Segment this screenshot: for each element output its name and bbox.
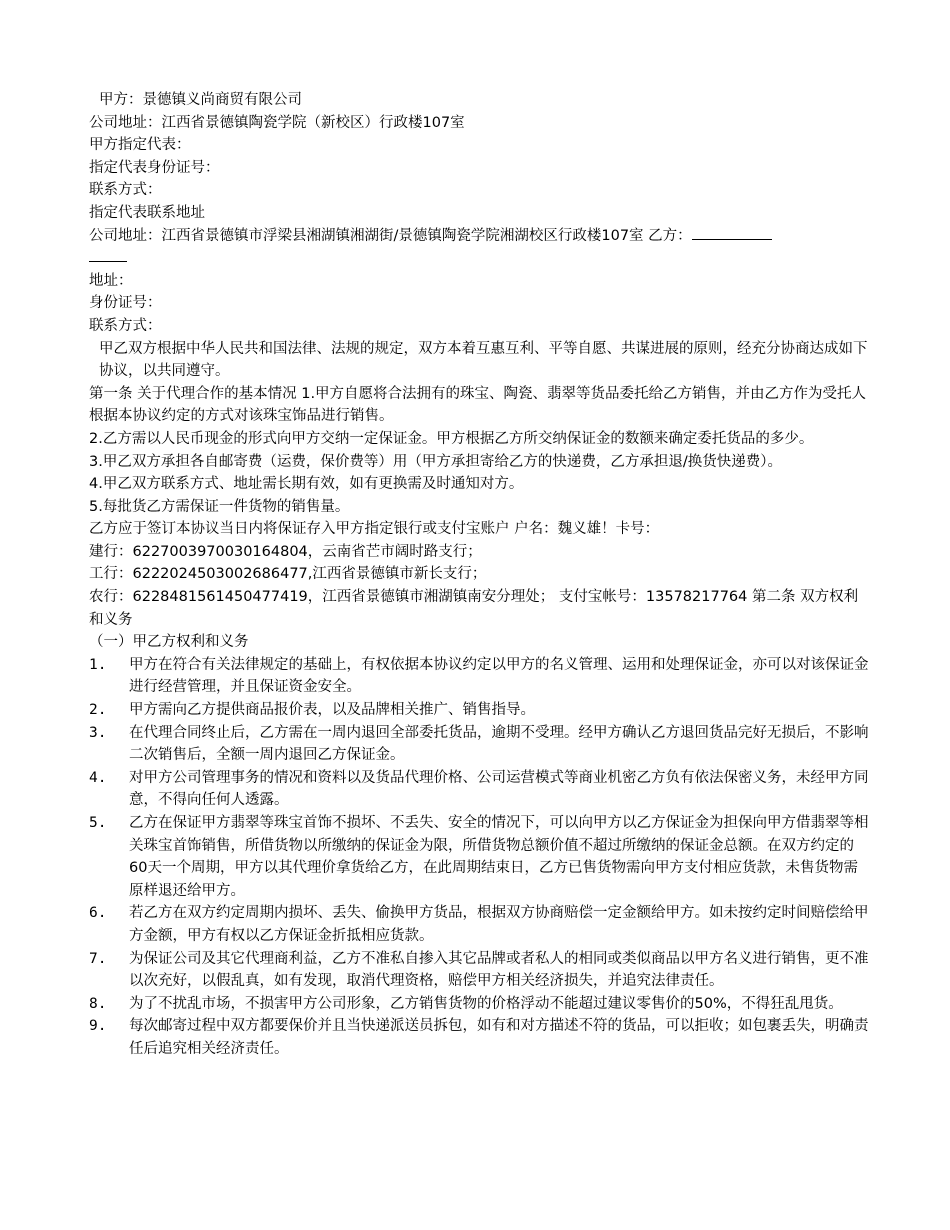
- party-b-blank: [692, 225, 772, 240]
- item-text: 每次邮寄过程中双方都要保价并且当快递派送员拆包，如有和对方描述不符的货品，可以拒收；如包裹丢失，明确责任后追究相关经济责任。: [129, 1018, 869, 1057]
- list-item: [89, 1015, 870, 1060]
- bank-abc: 农行：6228481561450477419，江西省景德镇市湘湖镇南安分理处； 支付宝帐号：13578217764 第二条 双方权利和义务: [89, 589, 859, 628]
- section-title: （一）甲乙方权利和义务: [89, 634, 249, 651]
- bank-icbc: 工行：6222024503002686477,江西省景德镇市新长支行；: [89, 566, 487, 583]
- list-item: [89, 654, 870, 699]
- article1-p3: 3.甲乙双方承担各自邮寄费（运费，保价费等）用（甲方承担寄给乙方的快递费，乙方承担退/换货快递费）。: [89, 453, 782, 470]
- item-text: 甲方在符合有关法律规定的基础上，有权依据本协议约定以甲方的名义管理、运用和处理保证金，亦可以对该保证金进行经营管理，并且保证资金安全。: [129, 656, 869, 696]
- item-text: 甲方需向乙方提供商品报价表，以及品牌相关推广、销售指导。: [129, 702, 535, 719]
- list-item: [89, 812, 870, 902]
- item-number: 2.: [89, 702, 107, 719]
- item-number: 5.: [89, 815, 107, 831]
- company-address-a: 公司地址：江西省景德镇陶瓷学院（新校区）行政楼107室: [89, 114, 465, 131]
- item-number: 6.: [89, 905, 107, 922]
- company-address-b-text: 公司地址：江西省景德镇市浮梁县湘湖镇湘湖街/景德镇陶瓷学院湘湖校区行政楼107室 乙方：: [89, 227, 692, 244]
- item-number: 8.: [89, 995, 107, 1012]
- intro-paragraph: 甲乙双方根据中华人民共和国法律、法规的规定，双方本着互惠互利、平等自愿、共谋进展的原则，经充分协商达成如下协议，以共同遵守。: [99, 340, 868, 380]
- party-b-blank-line: [89, 247, 870, 270]
- deposit-instructions: 乙方应于签订本协议当日内将保证存入甲方指定银行或支付宝账户 户名：魏义雄！卡号：: [89, 521, 660, 538]
- item-number: 4.: [89, 769, 107, 786]
- rights-list: [89, 654, 870, 1061]
- item-number: 7.: [89, 950, 107, 967]
- company-address-b: [89, 225, 870, 248]
- list-item: [89, 948, 870, 993]
- representative-id: 指定代表身份证号：: [89, 159, 220, 176]
- representative: 甲方指定代表：: [89, 137, 191, 154]
- article1-p4: 4.甲乙双方联系方式、地址需长期有效，如有更换需及时通知对方。: [89, 476, 524, 493]
- item-text: 在代理合同终止后，乙方需在一周内退回全部委托货品，逾期不受理。经甲方确认乙方退回货品完好无损后，不影响二次销售后，全额一周内退回乙方保证金。: [129, 724, 869, 764]
- item-text: 乙方在保证甲方翡翠等珠宝首饰不损坏、不丢失、安全的情况下，可以向甲方以乙方保证金为担保向甲方借翡翠等相关珠宝首饰销售，所借货物以所缴纳的保证金为限，所借货物总额价值不超过所缴纳的保证金总额。在双方约定的60天一个周期，甲方以其代理价拿货给乙方，在此周期结束日，乙方已售货物需向甲方支付相应货款，未售货物需原样退还给甲方。: [129, 815, 869, 899]
- item-number: 3.: [89, 724, 107, 741]
- article1-p5: 5.每批货乙方需保证一件货物的销售量。: [89, 498, 350, 515]
- list-item: [89, 902, 870, 947]
- party-a: 甲方：景德镇义尚商贸有限公司: [99, 92, 302, 108]
- bank-ccb: 建行：6227003970030164804，云南省芒市阔时路支行；: [89, 543, 482, 560]
- item-text: 为保证公司及其它代理商利益，乙方不准私自掺入其它品牌或者私人的相同或类似商品以甲方名义进行销售，更不准以次充好，以假乱真，如有发现，取消代理资格，赔偿甲方相关经济损失，并追究法律责任。: [129, 950, 869, 990]
- item-number: 9.: [89, 1018, 107, 1035]
- article1-p1: 第一条 关于代理合作的基本情况 1.甲方自愿将合法拥有的珠宝、陶瓷、翡翠等货品委托给乙方销售，并由乙方作为受托人根据本协议约定的方式对该珠宝饰品进行销售。: [89, 385, 867, 425]
- item-number: 1.: [89, 656, 107, 673]
- item-text: 若乙方在双方约定周期内损坏、丢失、偷换甲方货品，根据双方协商赔偿一定金额给甲方。如未按约定时间赔偿给甲方金额，甲方有权以乙方保证金折抵相应货款。: [129, 905, 869, 944]
- item-text: 为了不扰乱市场，不损害甲方公司形象，乙方销售货物的价格浮动不能超过建议零售价的50%，不得狂乱甩货。: [129, 995, 843, 1012]
- representative-address: 指定代表联系地址: [89, 204, 205, 221]
- list-item: [89, 767, 870, 812]
- contact: 联系方式：: [89, 182, 162, 199]
- item-text: 对甲方公司管理事务的情况和资料以及货品代理价格、公司运营模式等商业机密乙方负有依法保密义务，未经甲方同意，不得向任何人透露。: [129, 769, 869, 809]
- party-b-blank-continued: [89, 249, 127, 262]
- list-item: [89, 699, 870, 722]
- address: 地址：: [89, 272, 133, 289]
- contact-b: 联系方式：: [89, 317, 162, 334]
- id-number: 身份证号：: [89, 295, 162, 312]
- list-item: [89, 722, 870, 767]
- list-item: [89, 993, 870, 1016]
- article1-p2: 2.乙方需以人民币现金的形式向甲方交纳一定保证金。甲方根据乙方所交纳保证金的数额来确定委托货品的多少。: [89, 430, 814, 447]
